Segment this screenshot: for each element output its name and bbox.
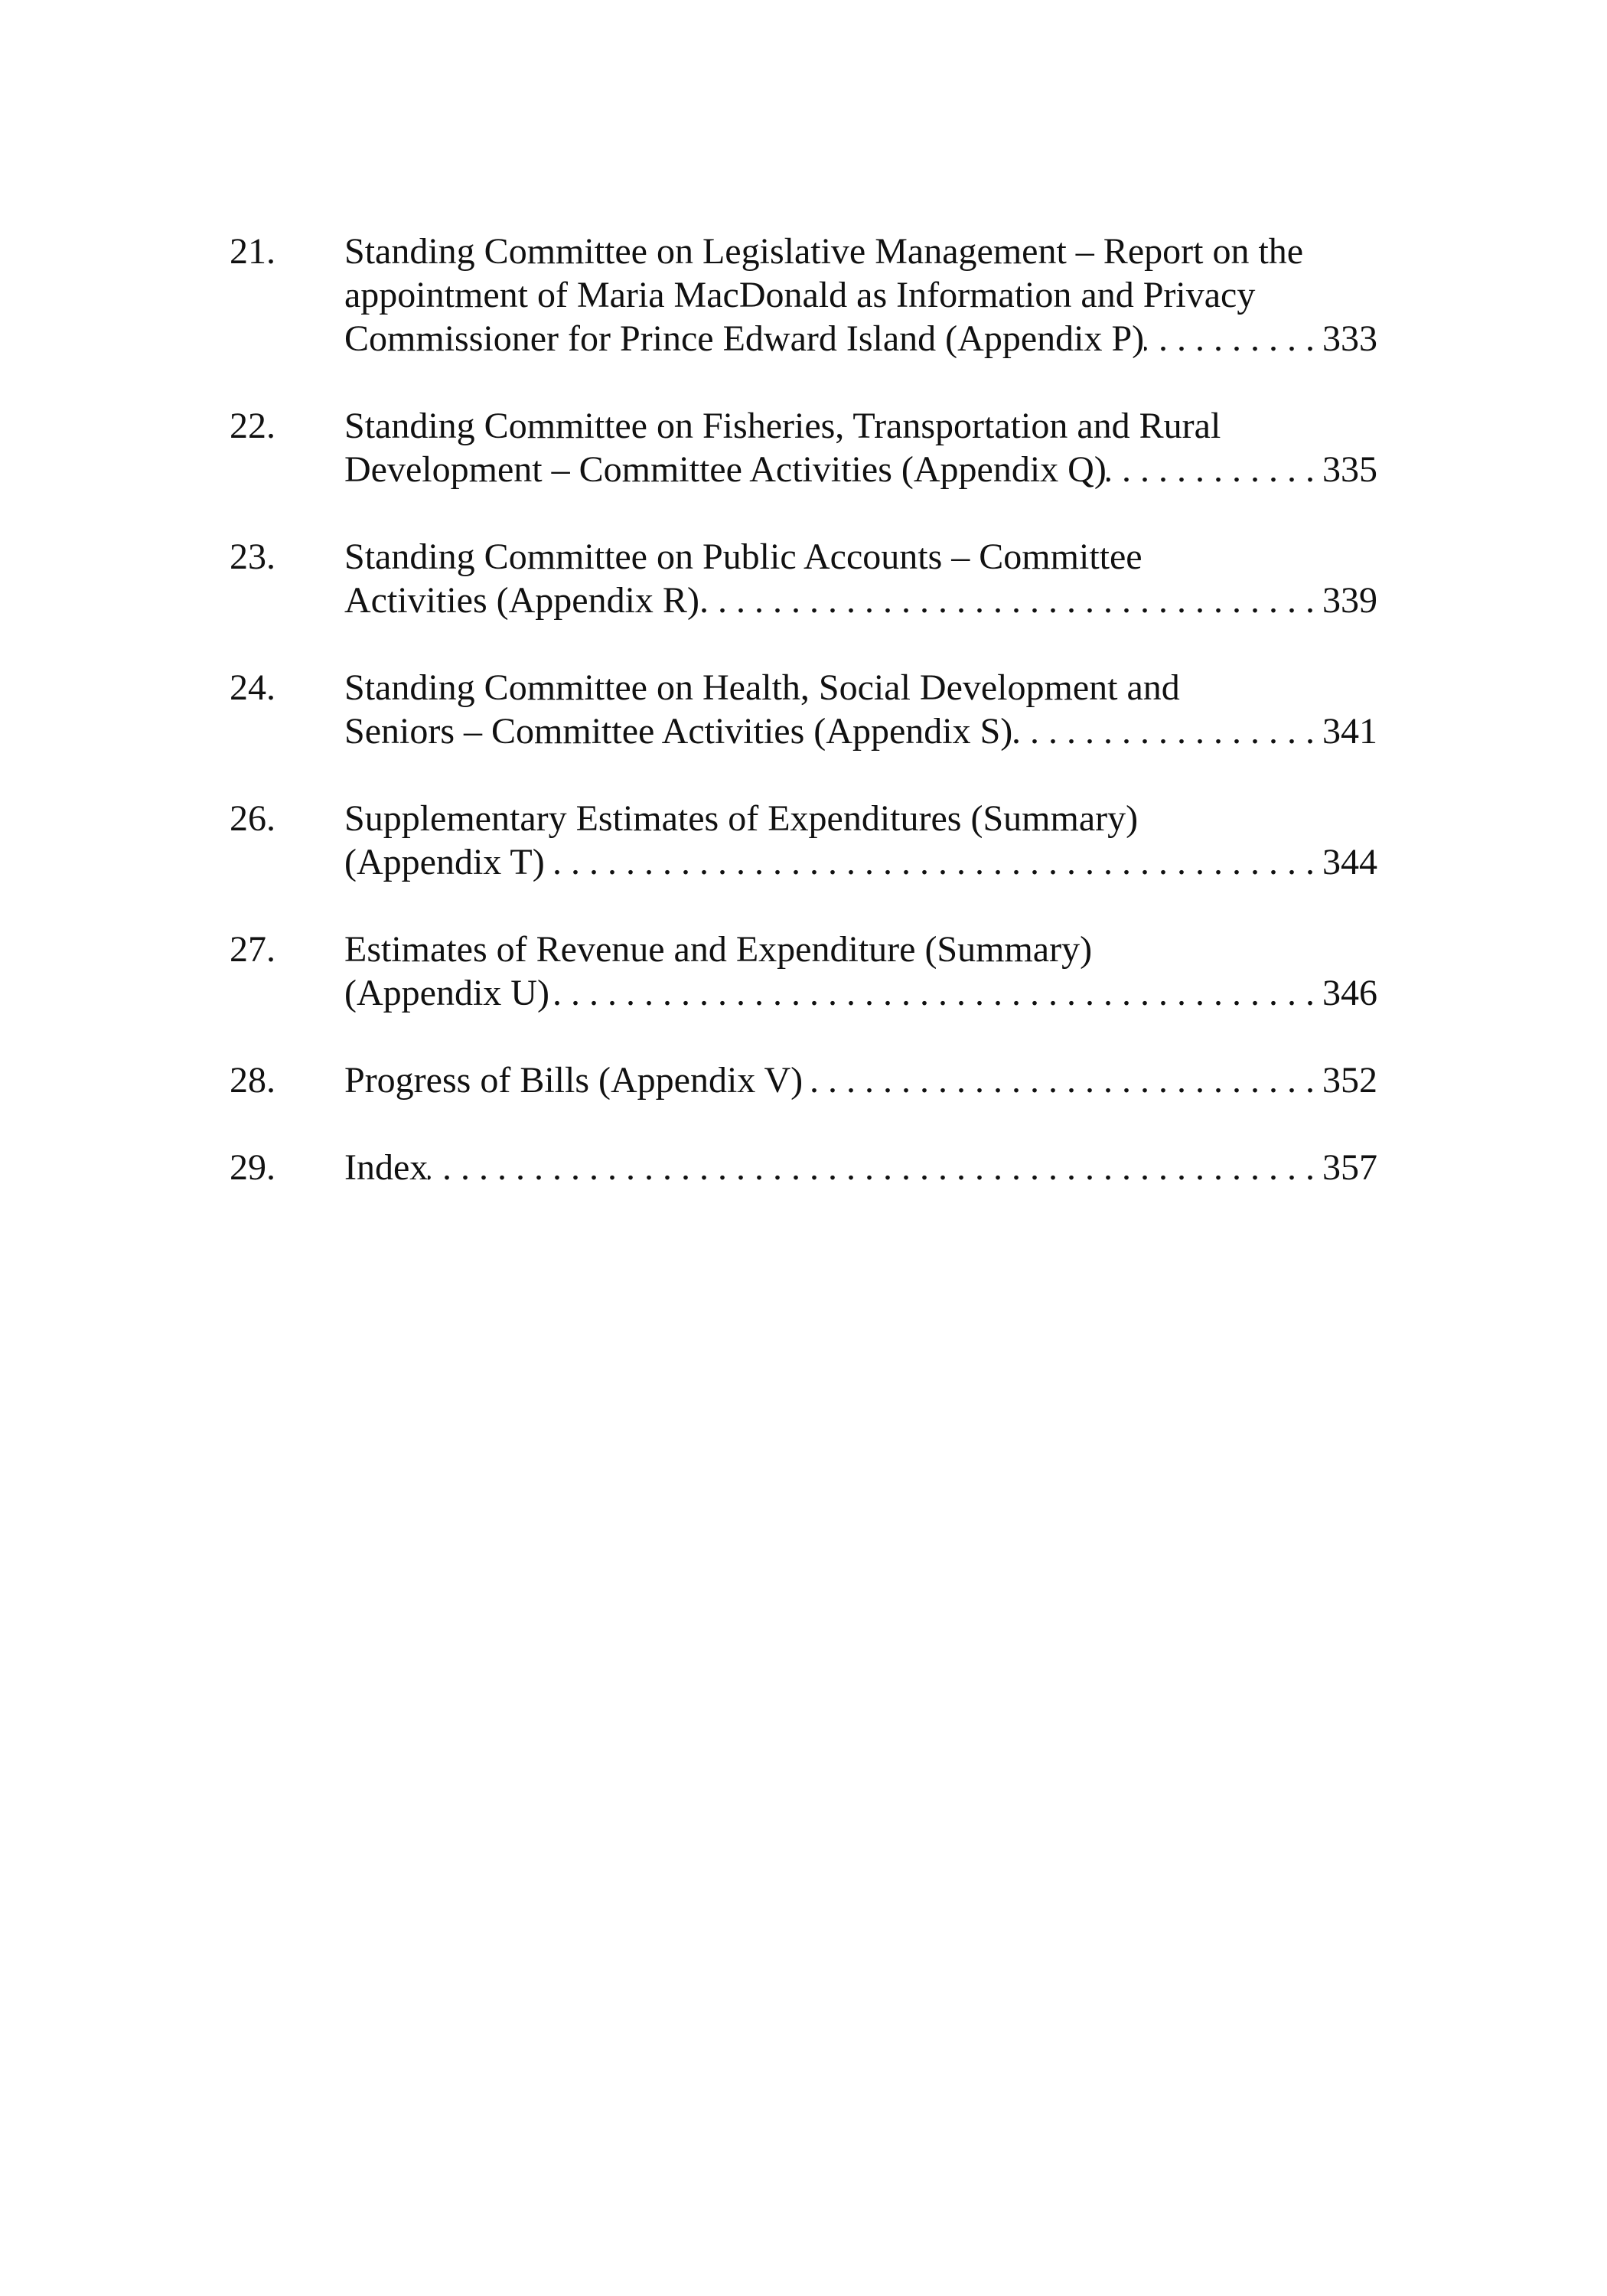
entry-title-line: Standing Committee on Public Accounts – Committee (344, 536, 1143, 577)
dot-leader (699, 579, 1315, 622)
entry-last-line (344, 971, 1377, 1015)
entry-title-line: (Appendix T) (344, 842, 545, 882)
entry-title-line: (Appendix U) (344, 973, 549, 1013)
toc-entry (230, 928, 1377, 1015)
page-number: 346 (1322, 973, 1377, 1013)
toc-entry (230, 1058, 1377, 1102)
entry-title-line: Index (344, 1147, 429, 1188)
entry-number: 26. (230, 798, 275, 839)
toc-entry (230, 230, 1377, 360)
entry-title-line: Estimates of Revenue and Expenditure (Summary) (344, 929, 1093, 970)
toc-entry (230, 1146, 1377, 1189)
entry-title-line: Development – Committee Activities (Appendix Q) (344, 449, 1107, 490)
entry-number: 22. (230, 406, 275, 446)
table-of-contents (230, 230, 1377, 1233)
entry-number: 24. (230, 667, 275, 708)
page-number: 344 (1322, 842, 1377, 882)
toc-entry (230, 797, 1377, 884)
page-number: 341 (1322, 711, 1377, 752)
entry-last-line (344, 709, 1377, 753)
toc-entry (230, 666, 1377, 753)
dot-leader (545, 840, 1315, 884)
page-number: 333 (1322, 318, 1377, 359)
entry-number: 29. (230, 1147, 275, 1188)
toc-entry (230, 535, 1377, 622)
page-number: 352 (1322, 1060, 1377, 1101)
entry-title-line: Standing Committee on Health, Social Development and (344, 667, 1180, 708)
entry-number: 27. (230, 929, 275, 970)
toc-entry (230, 404, 1377, 491)
entry-last-line (344, 448, 1377, 491)
dot-leader (1144, 317, 1315, 360)
dot-leader (428, 1146, 1315, 1189)
entry-number: 23. (230, 536, 275, 577)
entry-title-line: Supplementary Estimates of Expenditures (Summary) (344, 798, 1139, 839)
entry-title-line: Standing Committee on Legislative Management – Report on the (344, 231, 1304, 272)
entry-number: 28. (230, 1060, 275, 1101)
entry-title-line: Seniors – Committee Activities (Appendix S) (344, 711, 1013, 752)
entry-title-line: Progress of Bills (Appendix V) (344, 1060, 804, 1101)
page-number: 335 (1322, 449, 1377, 490)
entry-last-line (344, 1146, 1377, 1189)
entry-last-line (344, 1058, 1377, 1102)
entry-number: 21. (230, 231, 275, 272)
entry-last-line (344, 317, 1377, 360)
entry-last-line (344, 579, 1377, 622)
dot-leader (1012, 709, 1315, 753)
page-number: 339 (1322, 580, 1377, 621)
entry-title-line: appointment of Maria MacDonald as Information and Privacy (344, 275, 1256, 315)
dot-leader (803, 1058, 1315, 1102)
page-number: 357 (1322, 1147, 1377, 1188)
dot-leader (549, 971, 1315, 1015)
dot-leader (1107, 448, 1315, 491)
entry-title-line: Activities (Appendix R) (344, 580, 699, 621)
entry-title-line: Standing Committee on Fisheries, Transportation and Rural (344, 406, 1221, 446)
entry-last-line (344, 840, 1377, 884)
entry-title-line: Commissioner for Prince Edward Island (Appendix P) (344, 318, 1145, 359)
